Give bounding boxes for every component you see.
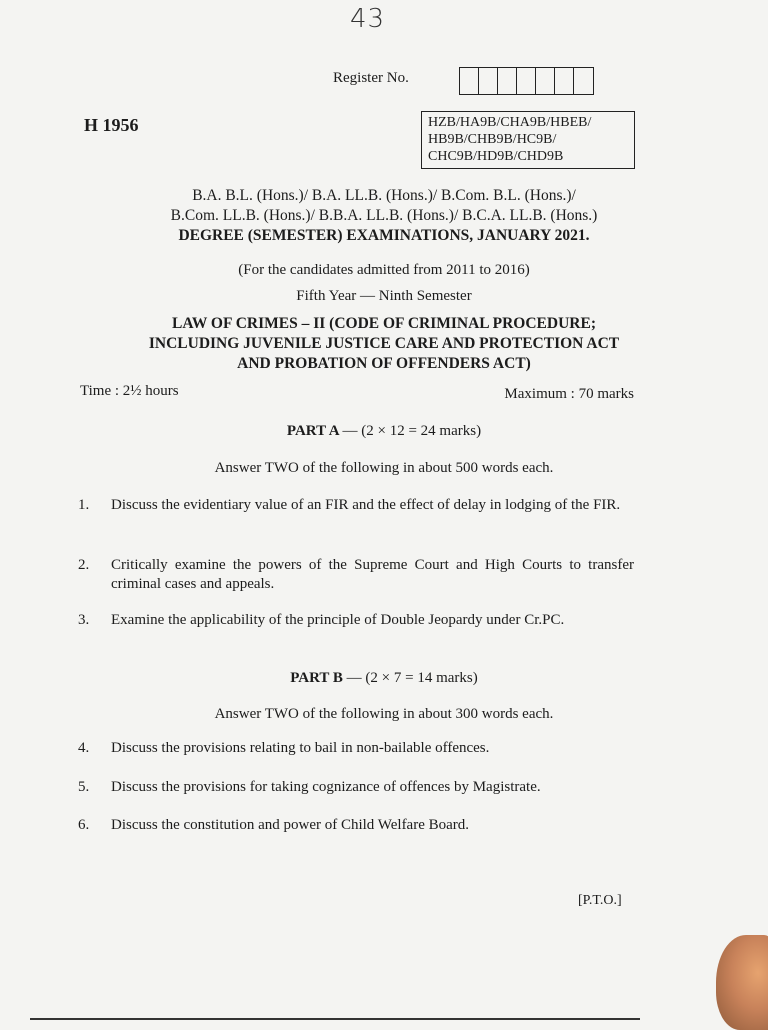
question-text: Discuss the provisions for taking cognizance of offences by Magistrate.	[111, 779, 541, 795]
course-codes-line: HB9B/CHB9B/HC9B/	[428, 132, 557, 147]
degree-heading	[0, 186, 768, 246]
bottom-edge-line	[30, 1018, 640, 1020]
subject-line: LAW OF CRIMES – II (CODE OF CRIMINAL PROCEDURE;	[172, 315, 596, 332]
question-text: Critically examine the powers of the Supreme Court and High Courts to transfer criminal cases and appeals.	[111, 557, 634, 592]
question-3	[78, 611, 634, 630]
register-digit-box	[498, 68, 517, 94]
register-digit-box	[479, 68, 498, 94]
register-digit-box	[536, 68, 555, 94]
year-semester: Fifth Year — Ninth Semester	[296, 288, 472, 304]
part-a-title: PART A	[286, 423, 339, 439]
part-b-instruction: Answer TWO of the following in about 300 words each.	[214, 706, 554, 722]
exam-title: DEGREE (SEMESTER) EXAMINATIONS, JANUARY 2021.	[178, 227, 590, 244]
degree-line: B.A. B.L. (Hons.)/ B.A. LL.B. (Hons.)/ B.Com. B.L. (Hons.)/	[192, 187, 576, 204]
part-b-heading	[0, 670, 768, 687]
register-number-label: Register No.	[333, 70, 409, 86]
question-5	[78, 778, 634, 797]
question-text: Examine the applicability of the principle of Double Jeopardy under Cr.PC.	[111, 612, 565, 628]
register-digit-box	[517, 68, 536, 94]
candidates-note: (For the candidates admitted from 2011 to 2016)	[238, 262, 530, 278]
question-number: 6.	[78, 817, 90, 833]
question-4	[78, 739, 634, 758]
question-number: 4.	[78, 740, 90, 756]
paper-code: H 1956	[84, 115, 139, 135]
part-a-marks: — (2 × 12 = 24 marks)	[342, 423, 482, 439]
time-allowed: Time : 2½ hours	[80, 383, 179, 399]
please-turn-over: [P.T.O.]	[578, 893, 622, 908]
part-b-marks: — (2 × 7 = 14 marks)	[346, 670, 478, 686]
register-digit-box	[460, 68, 479, 94]
register-digit-box	[555, 68, 574, 94]
part-b-title: PART B	[290, 670, 343, 686]
part-a-heading	[0, 423, 768, 440]
maximum-marks: Maximum : 70 marks	[504, 386, 634, 402]
course-codes-line: HZB/HA9B/CHA9B/HBEB/	[428, 115, 592, 130]
question-number: 3.	[78, 612, 90, 628]
question-text: Discuss the evidentiary value of an FIR and the effect of delay in lodging of the FIR.	[111, 497, 621, 513]
subject-line: INCLUDING JUVENILE JUSTICE CARE AND PROTECTION ACT	[148, 335, 620, 352]
question-text: Discuss the provisions relating to bail in non-bailable offences.	[111, 740, 490, 756]
degree-line: B.Com. LL.B. (Hons.)/ B.B.A. LL.B. (Hons.)/ B.C.A. LL.B. (Hons.)	[170, 207, 598, 224]
course-codes-line: CHC9B/HD9B/CHD9B	[428, 149, 564, 164]
part-a-instruction: Answer TWO of the following in about 500 words each.	[214, 460, 554, 476]
finger-in-photo	[716, 935, 768, 1030]
question-number: 5.	[78, 779, 90, 795]
question-6	[78, 816, 634, 835]
question-number: 2.	[78, 557, 90, 573]
question-number: 1.	[78, 497, 90, 513]
question-text: Discuss the constitution and power of Child Welfare Board.	[111, 817, 470, 833]
course-codes-box	[421, 111, 635, 169]
register-number-boxes	[459, 67, 594, 95]
subject-title	[0, 314, 768, 374]
question-2	[78, 556, 634, 594]
question-1	[78, 496, 634, 515]
handwritten-page-number: 43	[350, 4, 386, 34]
register-digit-box	[574, 68, 593, 94]
subject-line: AND PROBATION OF OFFENDERS ACT)	[237, 355, 531, 372]
